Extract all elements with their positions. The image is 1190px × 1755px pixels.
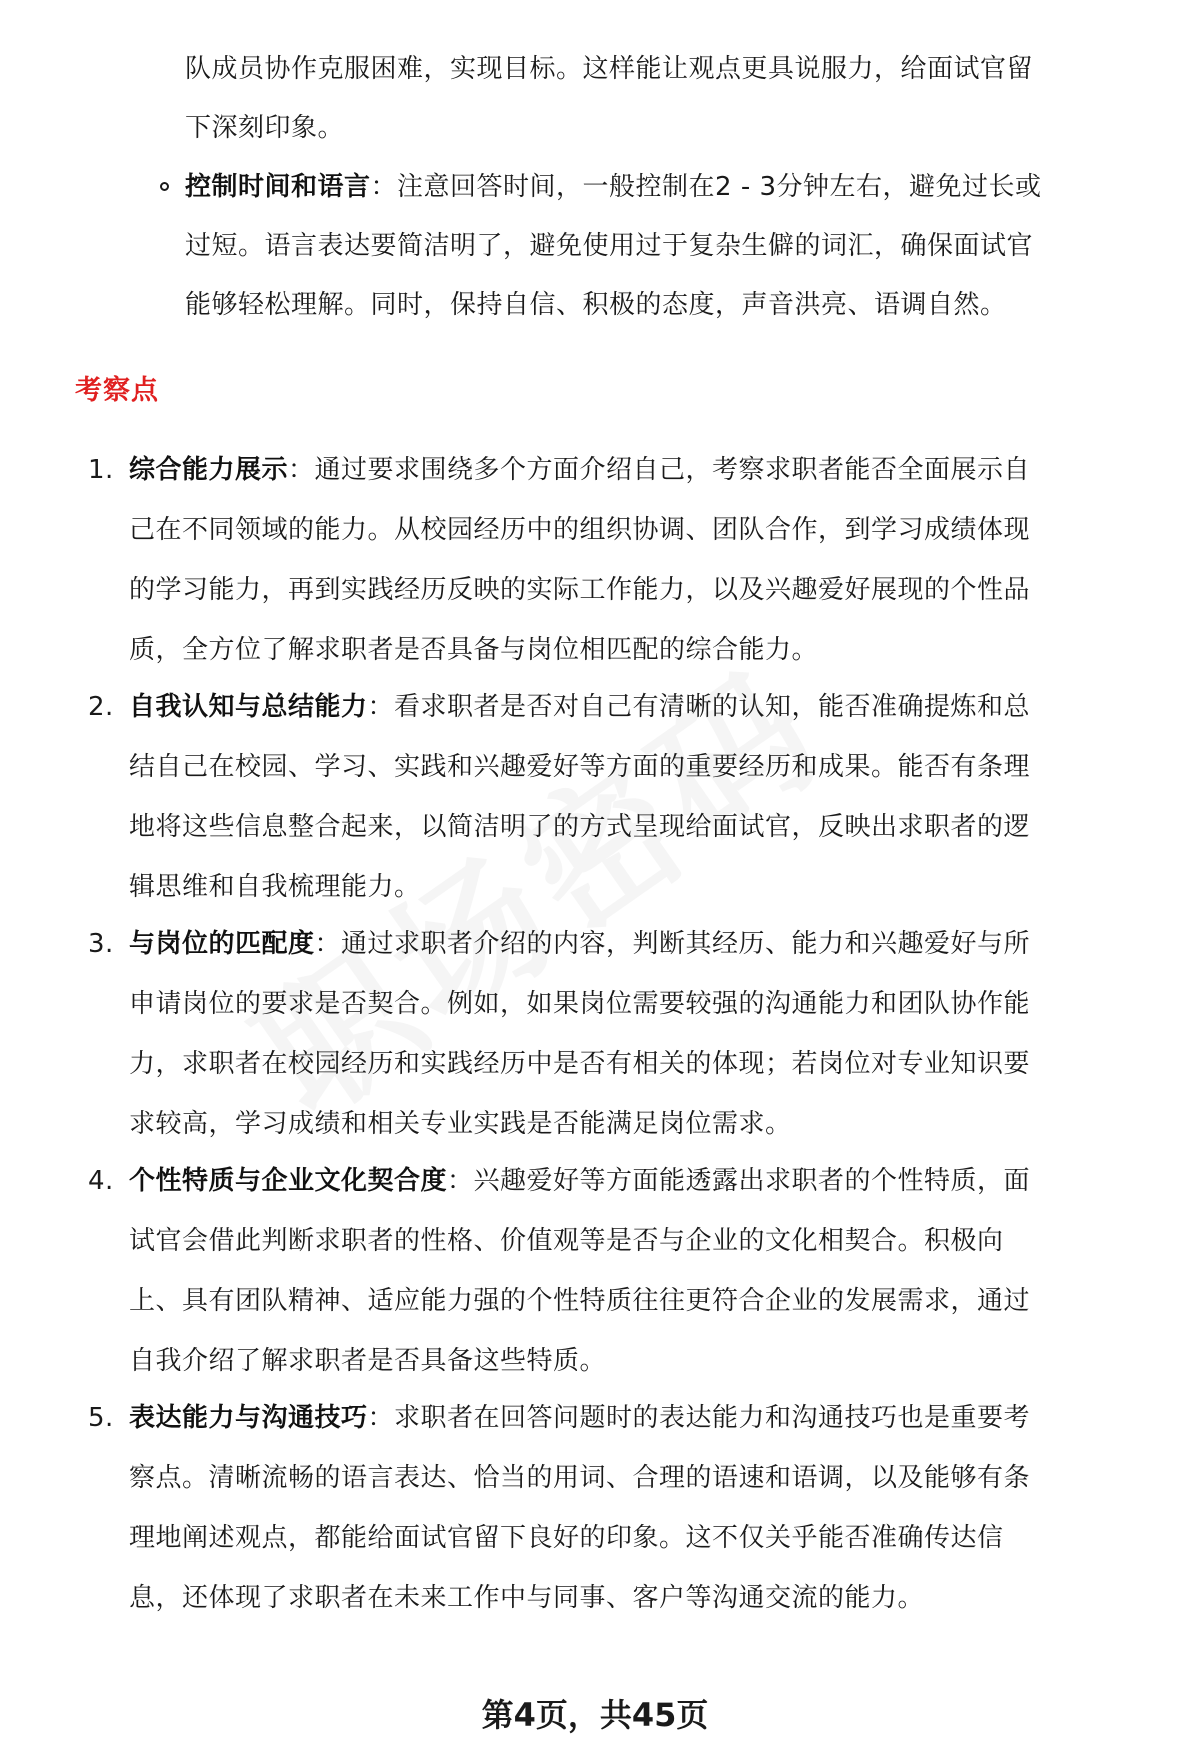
text-line: 下深刻印象。 [185,113,345,143]
text-line: 队成员协作克服困难，实现目标。这样能让观点更具说服力，给面试官留 [185,54,1034,84]
point-text: 兴趣爱好等方面能透露出求职者的个性特质，面 [473,1166,1031,1196]
text-line [185,158,1140,217]
point-item-4 [82,1151,1162,1391]
text-line: 质，全方位了解求职者是否具备与岗位相匹配的综合能力。 [129,635,819,665]
text-line: 能够轻松理解。同时，保持自信、积极的态度，声音洪亮、语调自然。 [185,290,1007,320]
text-line: 申请岗位的要求是否契合。例如，如果岗位需要较强的沟通能力和团队协作能 [129,989,1031,1019]
point-title: 表达能力与沟通技巧 [129,1403,368,1433]
text-line [129,1151,1162,1211]
point-item-3 [82,914,1162,1154]
point-item-5 [82,1388,1162,1628]
text-line: 己在不同领域的能力。从校园经历中的组织协调、团队合作，到学习成绩体现 [129,515,1031,545]
point-text: 看求职者是否对自己有清晰的认知，能否准确提炼和总 [394,692,1031,722]
point-text: 通过要求围绕多个方面介绍自己，考察求职者能否全面展示自 [314,455,1031,485]
text-line: 自我介绍了解求职者是否具备这些特质。 [129,1346,607,1376]
assessment-points-list [82,440,1162,1628]
text-line [129,1388,1162,1448]
tip-colon: ： [370,172,398,202]
point-item-1 [82,440,1162,680]
point-number: 4. [88,1166,114,1196]
point-number: 2. [88,692,114,722]
text-line: 试官会借此判断求职者的性格、价值观等是否与企业的文化相契合。积极向 [129,1226,1004,1256]
text-line: 地将这些信息整合起来，以简洁明了的方式呈现给面试官，反映出求职者的逻 [129,812,1031,842]
text-line: 求较高，学习成绩和相关专业实践是否能满足岗位需求。 [129,1109,792,1139]
tips-list [150,40,1140,335]
point-colon: ： [367,1403,395,1433]
point-colon: ： [367,692,395,722]
text-line: 理地阐述观点，都能给面试官留下良好的印象。这不仅关乎能否准确传达信 [129,1523,1004,1553]
point-text: 通过求职者介绍的内容，判断其经历、能力和兴趣爱好与所 [341,929,1031,959]
text-line: 辑思维和自我梳理能力。 [129,872,421,902]
tip-item-time-language [150,158,1140,335]
point-item-2 [82,677,1162,917]
point-title: 与岗位的匹配度 [129,929,315,959]
text-line: 结自己在校园、学习、实践和兴趣爱好等方面的重要经历和成果。能否有条理 [129,752,1031,782]
point-colon: ： [288,455,315,485]
text-line: 的学习能力，再到实践经历反映的实际工作能力，以及兴趣爱好展现的个性品 [129,575,1031,605]
point-title: 自我认知与总结能力 [129,692,368,722]
text-line: 上、具有团队精神、适应能力强的个性特质往往更符合企业的发展需求，通过 [129,1286,1031,1316]
hollow-bullet-icon [160,182,169,191]
page-number: 第4页，共45页 [481,1696,709,1734]
point-text: 求职者在回答问题时的表达能力和沟通技巧也是重要考 [394,1403,1031,1433]
text-line: 力，求职者在校园经历和实践经历中是否有相关的体现；若岗位对专业知识要 [129,1049,1031,1079]
point-number: 1. [88,455,114,485]
text-line [129,914,1162,974]
text-line [129,440,1162,500]
point-colon: ： [314,929,342,959]
point-number: 3. [88,929,114,959]
point-number: 5. [88,1403,114,1433]
point-title: 综合能力展示 [129,455,289,485]
point-title: 个性特质与企业文化契合度 [129,1166,448,1196]
tip-title: 控制时间和语言 [185,172,371,202]
text-line [129,677,1162,737]
point-colon: ： [447,1166,474,1196]
continued-paragraph [150,40,1140,158]
tip-text: 注意回答时间，一般控制在2 - 3分钟左右，避免过长或 [397,172,1042,202]
section-heading: 考察点 [75,375,159,406]
text-line: 察点。清晰流畅的语言表达、恰当的用词、合理的语速和语调，以及能够有条 [129,1463,1031,1493]
text-line: 息，还体现了求职者在未来工作中与同事、客户等沟通交流的能力。 [129,1583,925,1613]
text-line: 过短。语言表达要简洁明了，避免使用过于复杂生僻的词汇，确保面试官 [185,231,1034,261]
